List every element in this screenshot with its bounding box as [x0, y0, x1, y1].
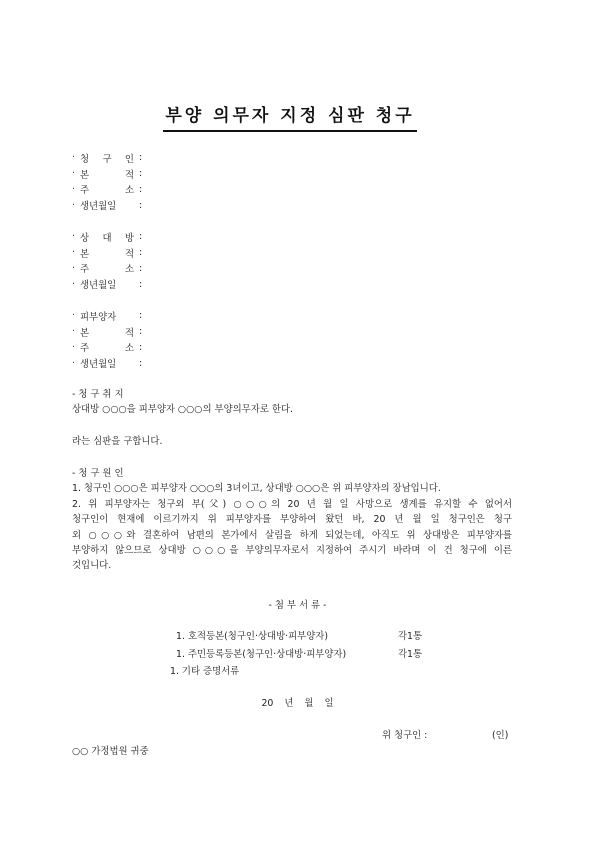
field-label: 주 소 — [80, 343, 134, 355]
bullet-dot: · — [72, 278, 75, 290]
field-label: 생년월일 — [80, 201, 117, 213]
dependent-name-field — [72, 308, 142, 324]
field-label: 본 적 — [80, 169, 134, 181]
court-addressee: ○○ 가정법원 귀중 — [72, 746, 149, 757]
field-label: 본 적 — [80, 248, 134, 260]
cause-item-2-line-4: 부양하지 않으므로 상대방 ○○○을 부양의무자로서 지정하여 주시기 바라며 이 건 청구에 이른 — [72, 545, 512, 557]
cause-section — [72, 466, 512, 574]
field-colon: : — [139, 341, 143, 353]
bullet-dot: · — [72, 183, 75, 195]
field-colon: : — [139, 326, 143, 338]
field-colon: : — [139, 247, 143, 259]
claimant-birthdate-field — [72, 197, 142, 213]
cause-item-2-line-1: 2. 위 피부양자는 청구외 부(父) ○○○의 20 년 월 일 사망으로 생계를 유지할 수 없어서 — [72, 498, 512, 510]
bullet-dot: · — [72, 231, 75, 243]
bullet-dot: · — [72, 168, 75, 180]
field-colon: : — [139, 357, 143, 369]
bullet-dot: · — [72, 199, 75, 211]
dependent-block — [72, 308, 142, 371]
field-label: 상 대 방 — [80, 232, 134, 244]
field-colon: : — [139, 199, 143, 211]
purpose-text: 상대방 ○○○을 피부양자 ○○○의 부양의무자로 한다. — [72, 404, 293, 416]
respondent-block — [72, 229, 142, 292]
request-section — [72, 434, 512, 449]
field-colon: : — [139, 152, 143, 164]
field-label: 피부양자 — [80, 311, 117, 323]
attachment-count-1: 각1통 — [398, 631, 423, 642]
claimant-name-field — [72, 150, 142, 166]
field-label: 주 소 — [80, 185, 134, 197]
bullet-dot: · — [72, 341, 75, 353]
bullet-dot: · — [72, 262, 75, 274]
cause-item-2-line-5: 것입니다. — [72, 560, 112, 572]
cause-item-2-line-2: 청구인이 현재에 이르기까지 위 피부양자를 부양하여 왔던 바, 20 년 월 일 청구인은 청구 — [72, 514, 512, 526]
respondent-domicile-field — [72, 245, 142, 261]
bullet-dot: · — [72, 326, 75, 338]
field-colon: : — [139, 168, 143, 180]
attachment-item-1: 1. 호적등본(청구인·상대방·피부양자) — [176, 631, 328, 642]
field-label: 청 구 인 — [80, 153, 134, 165]
attachments-heading: - 첨 부 서 류 - — [268, 600, 327, 611]
purpose-section — [72, 387, 512, 418]
field-colon: : — [139, 231, 143, 243]
attachment-count-2: 각1통 — [398, 649, 423, 660]
bullet-dot: · — [72, 247, 75, 259]
field-label: 주 소 — [80, 264, 134, 276]
field-label: 본 적 — [80, 327, 134, 339]
field-colon: : — [139, 183, 143, 195]
attachment-item-2: 1. 주민등록등본(청구인·상대방·피부양자) — [176, 649, 347, 660]
field-label: 생년월일 — [80, 280, 117, 292]
bullet-dot: · — [72, 357, 75, 369]
signature-label: 위 청구인 : — [382, 730, 428, 741]
cause-heading: - 청 구 원 인 — [72, 468, 124, 479]
field-colon: : — [139, 262, 143, 274]
claimant-block — [72, 150, 142, 213]
claimant-domicile-field — [72, 166, 142, 182]
attachment-item-3: 1. 기타 증명서류 — [170, 666, 240, 677]
dependent-domicile-field — [72, 324, 142, 340]
cause-item-1: 1. 청구인 ○○○은 피부양자 ○○○의 3녀이고, 상대방 ○○○은 위 피부양자의 장남입니다. — [72, 483, 441, 495]
bullet-dot: · — [72, 310, 75, 322]
bullet-dot: · — [72, 152, 75, 164]
cause-item-2-line-3: 외 ○○○와 결혼하여 남편의 본가에서 살림을 하게 되었는데, 아직도 위 상대방은 피부양자를 — [72, 529, 512, 541]
respondent-birthdate-field — [72, 276, 142, 292]
dependent-birthdate-field — [72, 355, 142, 371]
document-title: 부양 의무자 지정 심판 청구 — [163, 104, 417, 132]
seal-mark: (인) — [492, 730, 509, 741]
respondent-name-field — [72, 229, 142, 245]
respondent-address-field — [72, 261, 142, 277]
field-colon: : — [139, 310, 143, 322]
field-label: 생년월일 — [80, 359, 117, 371]
purpose-heading: - 청 구 취 지 — [72, 389, 124, 400]
date-line: 20 년 월 일 — [261, 698, 334, 709]
field-colon: : — [139, 278, 143, 290]
dependent-address-field — [72, 340, 142, 356]
request-line: 라는 심판을 구합니다. — [72, 436, 163, 447]
claimant-address-field — [72, 182, 142, 198]
